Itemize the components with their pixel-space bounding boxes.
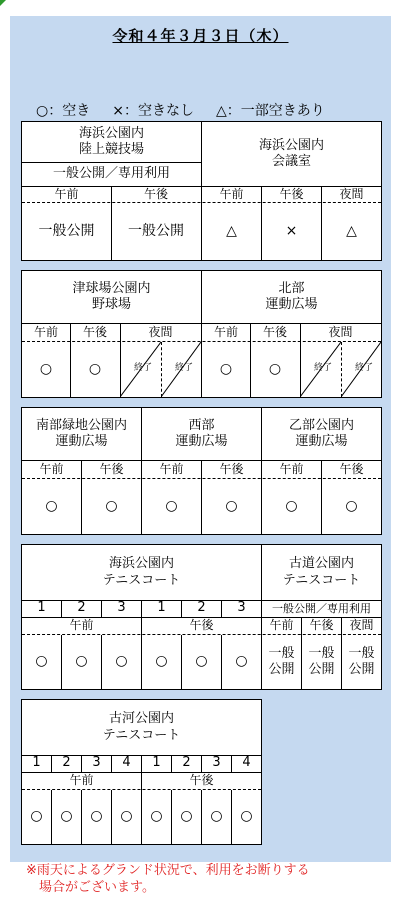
period-header: 午前 bbox=[269, 618, 294, 632]
period-header: 午前 bbox=[54, 186, 79, 201]
availability-cell: ○ bbox=[240, 808, 253, 825]
availability-cell: ○ bbox=[120, 808, 133, 825]
period-header: 夜間 bbox=[328, 324, 353, 339]
availability-cell: ○ bbox=[345, 497, 358, 514]
availability-cell: △ bbox=[346, 222, 357, 239]
period-header: 夜間 bbox=[148, 324, 173, 339]
availability-cell: 一般 公開 bbox=[308, 645, 335, 677]
court-number: 1 bbox=[32, 755, 41, 771]
court-number: 2 bbox=[62, 755, 71, 771]
closed-label: 終了 bbox=[313, 363, 332, 374]
availability-cell: △ bbox=[226, 222, 237, 239]
closed-label: 終了 bbox=[133, 363, 152, 374]
period-header: 午後 bbox=[279, 186, 304, 201]
rain-notice: ※雨天によるグランド状況で、利用をお断りする 場合がございます。 bbox=[26, 863, 310, 895]
availability-cell: ○ bbox=[30, 808, 43, 825]
legend-partial: △：一部空きあり bbox=[215, 103, 325, 119]
table-block-3 bbox=[21, 407, 382, 535]
period-header: 午前 bbox=[213, 324, 238, 339]
availability-cell: ○ bbox=[39, 360, 53, 377]
availability-cell: ○ bbox=[88, 360, 102, 377]
availability-cell: ○ bbox=[195, 653, 208, 670]
period-header: 午後 bbox=[143, 186, 168, 201]
availability-cell: ○ bbox=[180, 808, 193, 825]
period-header: 午後 bbox=[189, 773, 214, 787]
availability-cell: ○ bbox=[90, 808, 103, 825]
corner-mark bbox=[0, 0, 6, 6]
page-title: 令和４年３月３日（木） bbox=[112, 27, 289, 45]
venue-name: 古河公園内 テニスコート bbox=[102, 711, 181, 743]
court-number: 4 bbox=[122, 755, 131, 771]
period-header: 午前 bbox=[279, 461, 304, 476]
closed-label: 終了 bbox=[174, 363, 193, 374]
availability-cell: ○ bbox=[35, 653, 48, 670]
table-block-1 bbox=[21, 121, 382, 261]
period-header: 午前 bbox=[159, 461, 184, 476]
availability-cell: 一般 公開 bbox=[268, 645, 295, 677]
court-number: 1 bbox=[157, 600, 166, 616]
legend bbox=[36, 100, 376, 120]
court-number: 4 bbox=[242, 755, 251, 771]
availability-cell: ○ bbox=[210, 808, 223, 825]
court-number: 3 bbox=[92, 755, 101, 771]
period-header: 午前 bbox=[219, 186, 244, 201]
period-header: 夜間 bbox=[339, 186, 364, 201]
usage-mode: 一般公開／専用利用 bbox=[272, 601, 371, 615]
availability-cell: 一般公開 bbox=[38, 222, 95, 239]
period-header: 午前 bbox=[33, 324, 58, 339]
period-header: 午後 bbox=[99, 461, 124, 476]
table-block-5 bbox=[21, 699, 262, 845]
availability-cell: ○ bbox=[155, 653, 168, 670]
availability-cell: ○ bbox=[150, 808, 163, 825]
court-number: 2 bbox=[77, 600, 86, 616]
period-header: 午後 bbox=[82, 324, 107, 339]
period-header: 午後 bbox=[262, 324, 287, 339]
availability-cell: ○ bbox=[45, 497, 58, 514]
table-block-4 bbox=[21, 544, 382, 690]
availability-cell: ○ bbox=[165, 497, 178, 514]
venue-name: 南部緑地公園内 運動広場 bbox=[35, 417, 127, 449]
closed-label: 終了 bbox=[354, 363, 373, 374]
availability-cell: 一般 公開 bbox=[348, 645, 375, 677]
availability-cell: ○ bbox=[115, 653, 128, 670]
period-header: 午後 bbox=[339, 461, 364, 476]
court-number: 2 bbox=[182, 755, 191, 771]
court-number: 1 bbox=[37, 600, 46, 616]
venue-name: 北部 運動広場 bbox=[265, 280, 318, 312]
legend-full: ×：空きなし bbox=[112, 103, 194, 119]
availability-cell: ○ bbox=[225, 497, 238, 514]
venue-name: 古道公園内 テニスコート bbox=[282, 556, 361, 588]
availability-cell: ○ bbox=[105, 497, 118, 514]
venue-name: 海浜公園内 会議室 bbox=[258, 137, 324, 169]
availability-cell: ○ bbox=[60, 808, 73, 825]
venue-name: 西部 運動広場 bbox=[175, 417, 228, 449]
court-number: 3 bbox=[117, 600, 126, 616]
table-block-2 bbox=[21, 270, 382, 398]
availability-cell: ○ bbox=[219, 360, 233, 377]
availability-cell: ○ bbox=[235, 653, 248, 670]
period-header: 夜間 bbox=[349, 618, 374, 632]
availability-cell: ○ bbox=[75, 653, 88, 670]
court-number: 1 bbox=[152, 755, 161, 771]
venue-name: 津球場公園内 野球場 bbox=[72, 280, 151, 312]
court-number: 2 bbox=[197, 600, 206, 616]
period-header: 午後 bbox=[309, 618, 334, 632]
period-header: 午前 bbox=[39, 461, 64, 476]
venue-mode: 一般公開／専用利用 bbox=[52, 165, 170, 181]
availability-cell: ○ bbox=[285, 497, 298, 514]
availability-cell: ○ bbox=[268, 360, 282, 377]
venue-name: 乙部公園内 運動広場 bbox=[288, 417, 354, 449]
period-header: 午前 bbox=[69, 773, 94, 787]
venue-name: 海浜公園内 陸上競技場 bbox=[78, 125, 144, 157]
period-header: 午後 bbox=[189, 618, 214, 632]
legend-available: ○：空き bbox=[36, 103, 91, 119]
availability-cell: 一般公開 bbox=[128, 222, 184, 239]
period-header: 午前 bbox=[69, 618, 94, 632]
venue-name: 海浜公園内 テニスコート bbox=[102, 556, 181, 588]
court-number: 3 bbox=[212, 755, 221, 771]
availability-cell: × bbox=[285, 222, 298, 239]
period-header: 午後 bbox=[219, 461, 244, 476]
court-number: 3 bbox=[237, 600, 246, 616]
